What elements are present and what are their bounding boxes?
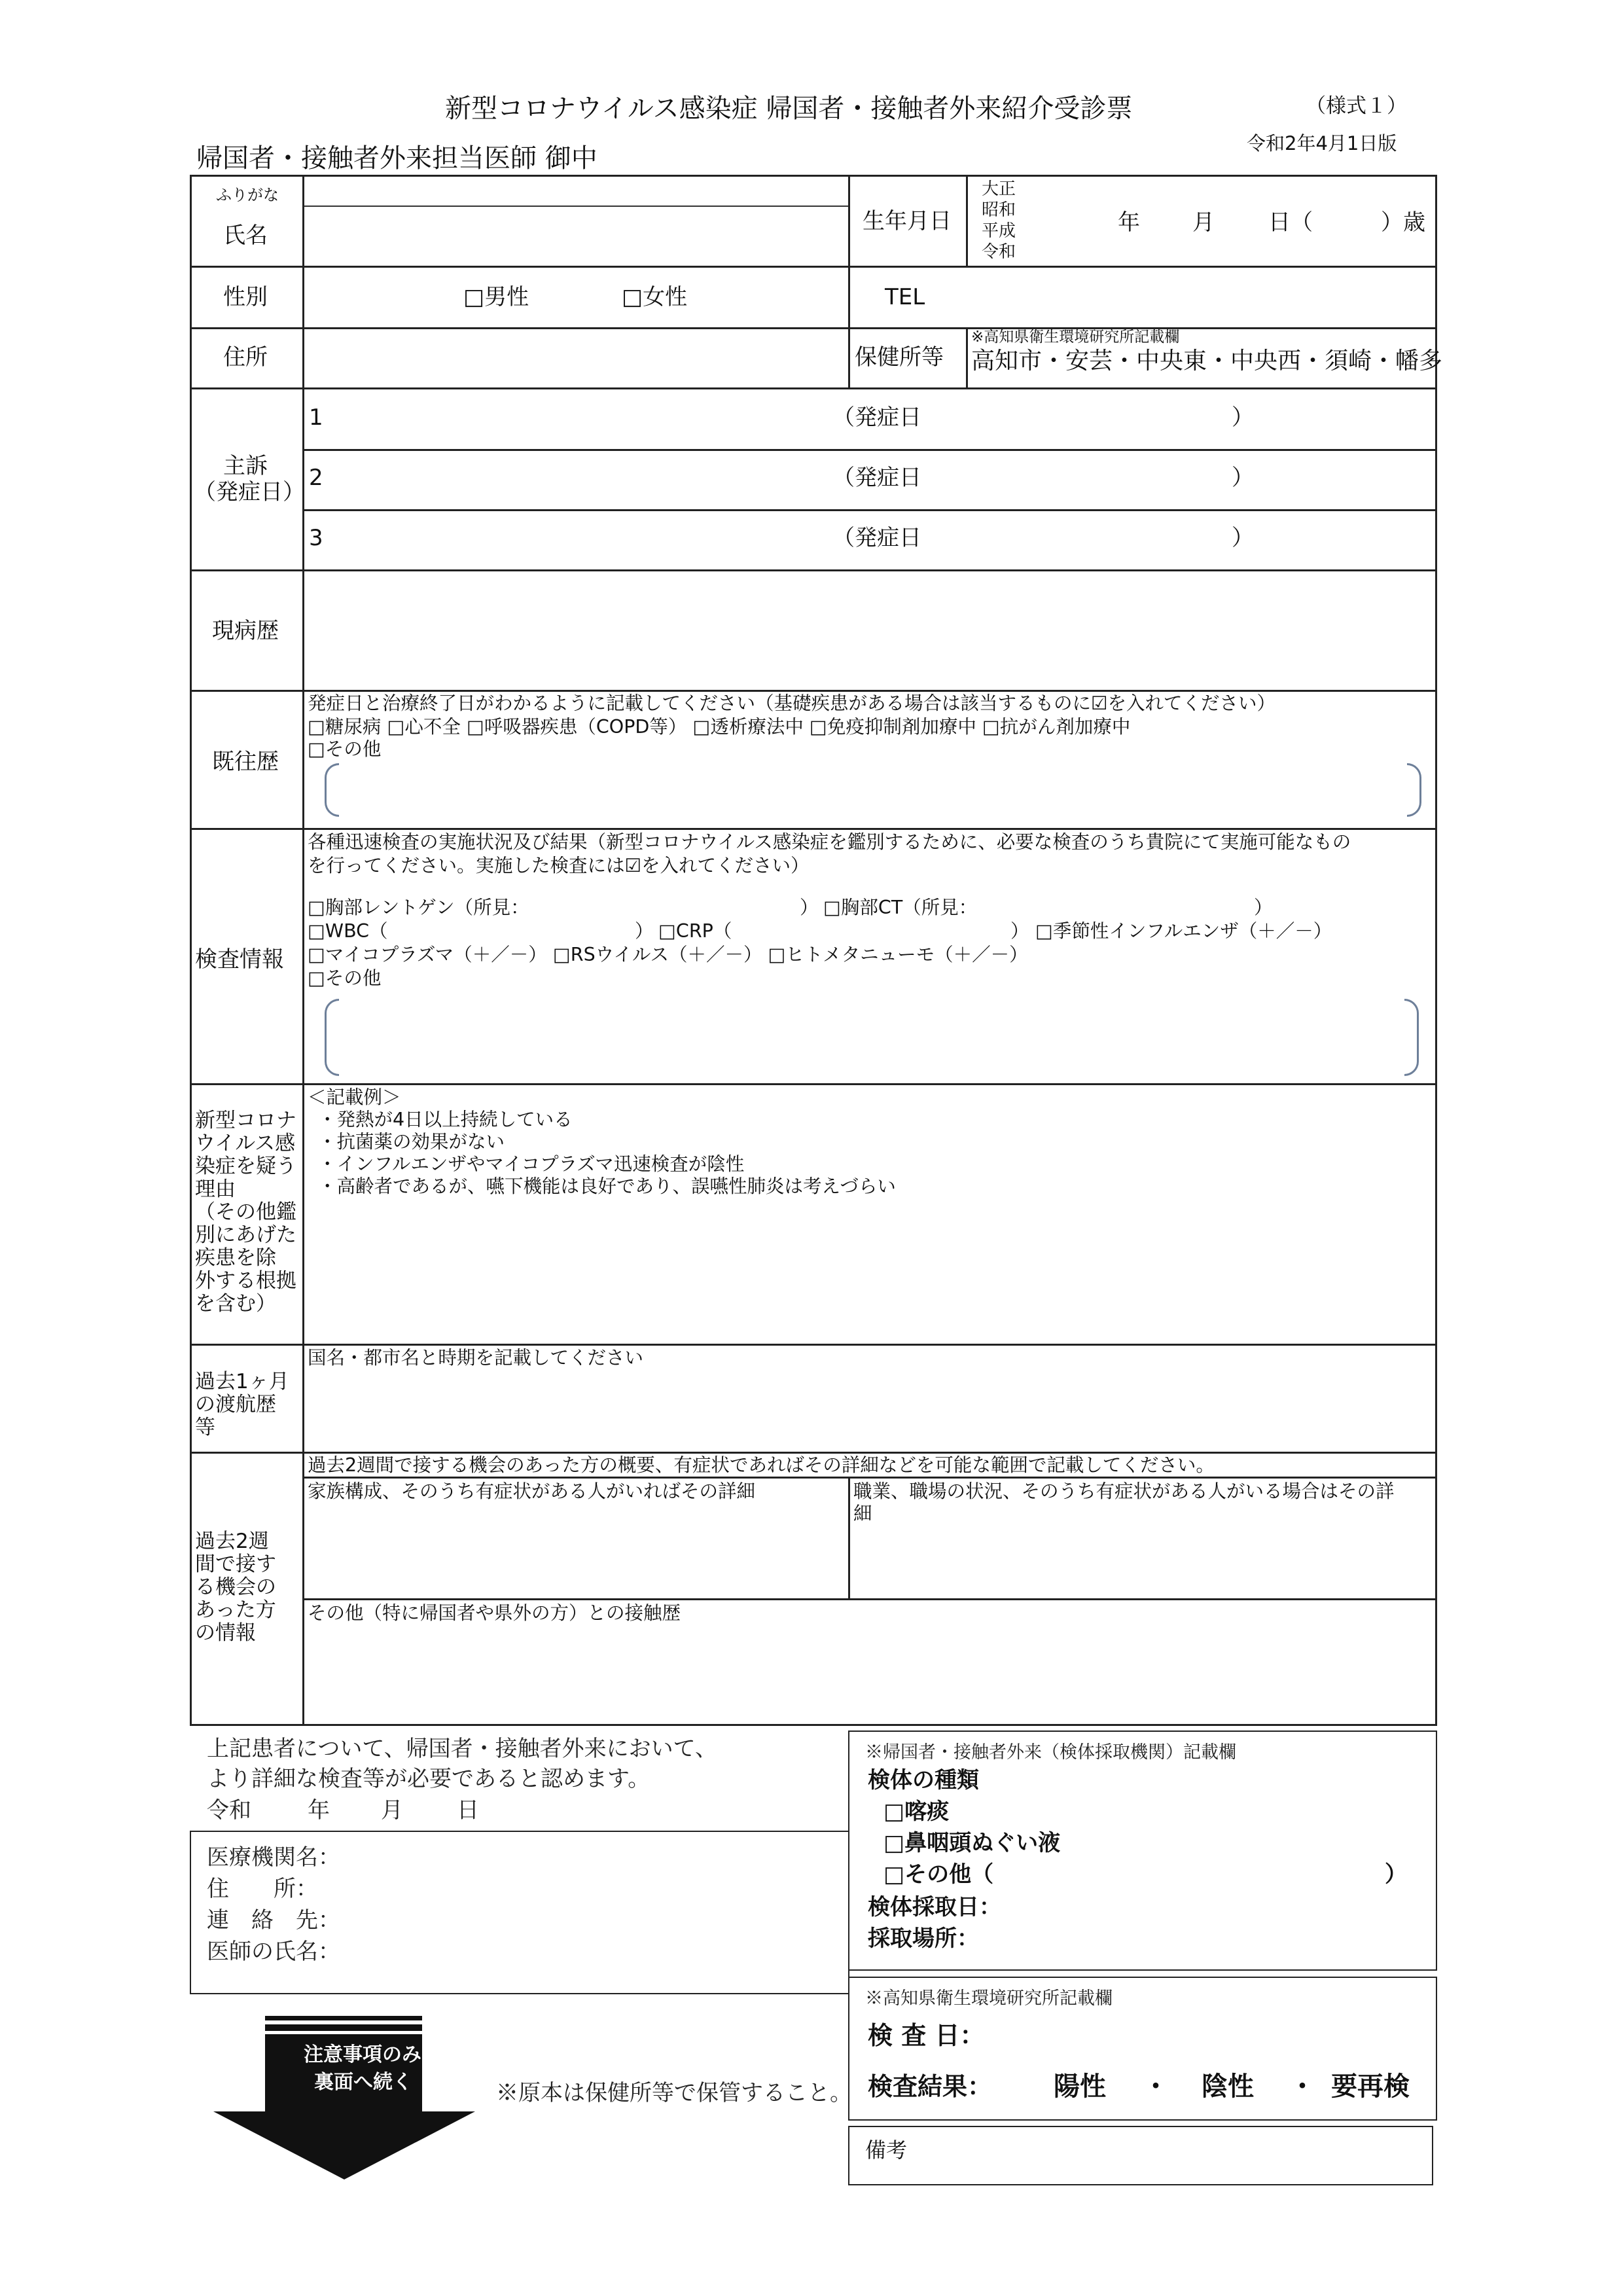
contacts-label-line: 間で接す — [195, 1552, 276, 1576]
xray-checkbox[interactable]: □胸部レントゲン（所見： — [308, 897, 529, 918]
lab-result-label: 検査結果： — [868, 2072, 993, 2101]
reason-label — [195, 1109, 300, 1316]
name-field[interactable] — [308, 209, 843, 262]
complaint-label-onset: （発症日） — [194, 479, 305, 505]
complaint-onset-label: （発症日 — [832, 525, 921, 551]
contacts-label — [195, 1530, 300, 1645]
row-line — [190, 387, 1437, 389]
health-center-note: ※高知県衛生環境研究所記載欄 — [971, 329, 1180, 346]
dob-month-label: 月 — [1192, 209, 1215, 236]
specimen-type-label: 検体の種類 — [868, 1767, 979, 1793]
lab-test-date-label: 検 査 日： — [868, 2021, 985, 2050]
furigana-field[interactable] — [308, 179, 843, 203]
row-line — [190, 266, 1437, 268]
reason-field[interactable] — [308, 1204, 1432, 1339]
institution-address-label: 住 所： — [207, 1876, 318, 1902]
form-title: 新型コロナウイルス感染症 帰国者・接触者外来紹介受診票 — [445, 94, 1133, 124]
form-number: （様式１） — [1306, 94, 1407, 118]
tests-instruction-2: を行ってください。実施した検査には☑を入れてください） — [308, 855, 810, 876]
era-taisho: 大正 — [982, 179, 1016, 199]
institution-fields[interactable] — [353, 1840, 838, 1986]
row-line — [190, 327, 1437, 329]
specimen-note: ※帰国者・接触者外来（検体採取機関）記載欄 — [865, 1742, 1236, 1763]
other-contacts-field[interactable] — [308, 1627, 1432, 1721]
specimen-date-label: 検体採取日： — [868, 1894, 1001, 1920]
complaint-line — [302, 509, 1437, 511]
past-history-other-bracket-left — [325, 763, 339, 817]
reason-label-line: 別にあげた — [195, 1223, 296, 1247]
present-illness-label: 現病歴 — [212, 618, 279, 644]
work-contacts-field[interactable] — [853, 1528, 1432, 1594]
certification-text: 上記患者について、帰国者・接触者外来において、 — [207, 1736, 717, 1762]
travel-instruction: 国名・都市名と時期を記載してください — [308, 1347, 644, 1369]
specimen-place-label: 採取場所： — [868, 1926, 979, 1952]
xray-close: ） — [800, 897, 819, 918]
row-line — [190, 1083, 1437, 1085]
reason-label-line: 外する根拠 — [195, 1269, 296, 1293]
complaint-field[interactable] — [327, 391, 825, 445]
travel-label-line: の渡航歴 — [195, 1393, 276, 1416]
sex-label: 性別 — [223, 284, 268, 310]
label-column-line — [302, 175, 304, 1726]
doctor-name-label: 医師の氏名： — [207, 1939, 340, 1965]
complaint-onset-close: ） — [1232, 404, 1254, 431]
continue-arrow-icon — [213, 2016, 475, 2179]
past-history-options[interactable]: □糖尿病 □心不全 □呼吸器疾患（COPD等） □透析療法中 □免疫抑制剤加療中 □抗がん剤加療中 — [308, 716, 1131, 738]
tel-label: TEL — [885, 284, 925, 310]
work-contacts-label-wrap: 細 — [853, 1503, 872, 1524]
complaint-label: 主訴 — [223, 453, 268, 479]
certification-month: 月 — [381, 1797, 403, 1823]
result-positive-option[interactable]: 陽性 — [1054, 2072, 1106, 2102]
dob-day-label: 日（ — [1268, 209, 1313, 236]
sex-male-checkbox[interactable]: □男性 — [463, 284, 529, 310]
contacts-label-line: る機会の — [195, 1575, 276, 1599]
contacts-label-line: 過去2週 — [195, 1530, 269, 1553]
result-separator: ・ — [1289, 2072, 1315, 2102]
health-center-label: 保健所等 — [855, 344, 944, 370]
present-illness-field[interactable] — [308, 573, 1432, 686]
flu-checkbox[interactable]: □季節性インフルエンザ（＋／－） — [1035, 920, 1332, 942]
complaint-number: 1 — [309, 404, 323, 431]
reason-label-line: 疾患を除 — [195, 1246, 276, 1270]
work-contacts-label: 職業、職場の状況、そのうち有症状がある人がいる場合はその詳 — [853, 1480, 1395, 1502]
row-line — [190, 690, 1437, 692]
complaint-onset-close: ） — [1232, 465, 1254, 491]
family-contacts-label: 家族構成、そのうち有症状がある人がいればその詳細 — [308, 1480, 756, 1502]
patient-mid-line — [966, 327, 968, 387]
tests-other-bracket-left — [325, 999, 339, 1076]
institution-contact-label: 連 絡 先： — [207, 1907, 340, 1933]
complaint-line — [302, 449, 1437, 451]
travel-label-line: 過去1ヶ月 — [195, 1370, 289, 1393]
patient-mid-line — [848, 175, 850, 387]
furigana-line — [302, 206, 848, 207]
ct-checkbox[interactable]: □胸部CT（所見： — [823, 897, 978, 918]
contacts-label-line: あった方 — [195, 1598, 276, 1622]
past-history-other-bracket-right — [1407, 763, 1421, 817]
crp-close: ） — [1010, 920, 1029, 942]
era-heisei: 平成 — [982, 221, 1016, 241]
complaint-number: 2 — [309, 465, 323, 491]
result-negative-option[interactable]: 陰性 — [1202, 2072, 1254, 2102]
result-retest-option[interactable]: 要再検 — [1331, 2072, 1410, 2102]
tests-label: 検査情報 — [195, 946, 284, 973]
tests-other-field[interactable] — [342, 1000, 1402, 1075]
complaint-field[interactable] — [327, 512, 825, 565]
furigana-label: ふりがな — [216, 186, 279, 204]
row-line — [190, 828, 1437, 830]
travel-field[interactable] — [308, 1372, 1432, 1448]
patient-mid-line — [966, 175, 968, 266]
remarks-field[interactable] — [916, 2130, 1427, 2181]
crp-checkbox[interactable]: □CRP（ — [658, 920, 732, 942]
tel-field[interactable] — [969, 268, 1432, 325]
certification-text: より詳細な検査等が必要であると認めます。 — [207, 1766, 651, 1792]
other-contacts-label: その他（特に帰国者や県外の方）との接触歴 — [308, 1602, 681, 1624]
contact-line — [302, 1477, 1437, 1479]
certification-year: 年 — [308, 1797, 330, 1823]
addressee: 帰国者・接触者外来担当医師 御中 — [196, 143, 597, 173]
complaint-number: 3 — [309, 525, 323, 551]
address-field[interactable] — [308, 330, 843, 385]
contacts-label-line: の情報 — [195, 1621, 256, 1645]
era-reiwa: 令和 — [982, 242, 1016, 262]
name-label: 氏名 — [223, 223, 268, 249]
reason-label-line: を含む） — [195, 1292, 276, 1316]
lab-note: ※高知県衛生環境研究所記載欄 — [865, 1988, 1113, 2009]
certification-era: 令和 — [207, 1797, 251, 1823]
complaint-onset-label: （発症日 — [832, 465, 921, 491]
wbc-checkbox[interactable]: □WBC（ — [308, 920, 388, 942]
complaint-onset-label: （発症日 — [832, 404, 921, 431]
ct-close: ） — [1254, 897, 1273, 918]
travel-label — [195, 1371, 300, 1439]
sex-female-checkbox[interactable]: □女性 — [622, 284, 688, 310]
past-history-other[interactable]: □その他 — [308, 738, 382, 760]
reason-example-item: ・発熱が4日以上持続している — [318, 1109, 573, 1130]
specimen-other-close: ） — [1385, 1861, 1407, 1888]
wbc-close: ） — [635, 920, 654, 942]
specimen-other-checkbox[interactable]: □その他（ — [883, 1861, 994, 1888]
reason-example-header: ＜記載例＞ — [308, 1086, 401, 1108]
institution-name-label: 医療機関名： — [207, 1844, 340, 1871]
contacts-instruction: 過去2週間で接する機会のあった方の概要、有症状であればその詳細などを可能な範囲で記載してください。 — [308, 1454, 1215, 1476]
contact-line — [302, 1598, 1437, 1600]
notice-text: 注意事項のみ — [304, 2043, 421, 2066]
contact-mid-line — [848, 1477, 850, 1598]
notice-text: 裏面へ続く — [314, 2071, 412, 2094]
row-line — [190, 1452, 1437, 1454]
reason-label-line: ウイルス感 — [195, 1132, 296, 1155]
form-version: 令和2年4月1日版 — [1247, 132, 1397, 154]
tests-other-bracket-right — [1404, 999, 1419, 1076]
row-line — [190, 569, 1437, 571]
remarks-label: 備考 — [865, 2138, 908, 2162]
sputum-checkbox[interactable]: □喀痰 — [883, 1799, 950, 1825]
row-line — [190, 1344, 1437, 1346]
reason-example-item: ・高齢者であるが、嚥下機能は良好であり、誤嚥性肺炎は考えづらい — [318, 1175, 896, 1197]
rapid-tests-row[interactable]: □マイコプラズマ（＋／－） □RSウイルス（＋／－） □ヒトメタニューモ（＋／－） — [308, 944, 1028, 965]
complaint-onset-close: ） — [1232, 525, 1254, 551]
past-history-other-field[interactable] — [342, 764, 1404, 816]
dob-label: 生年月日 — [863, 208, 952, 234]
certification-day: 日 — [457, 1797, 479, 1823]
past-history-label: 既往歴 — [212, 749, 279, 775]
reason-example-item: ・インフルエンザやマイコプラズマ迅速検査が陰性 — [318, 1153, 745, 1175]
family-contacts-field[interactable] — [308, 1505, 843, 1594]
health-center-options: 高知市・安芸・中央東・中央西・須崎・幡多 — [971, 348, 1443, 374]
tests-other-checkbox[interactable]: □その他 — [308, 967, 382, 989]
past-history-instruction: 発症日と治療終了日がわかるように記載してください（基礎疾患がある場合は該当するものに☑を入れてください） — [308, 692, 1276, 714]
reason-label-line: 新型コロナ — [195, 1109, 296, 1132]
swab-checkbox[interactable]: □鼻咽頭ぬぐい液 — [883, 1830, 1061, 1856]
complaint-field[interactable] — [327, 452, 825, 505]
dob-year-label: 年 — [1118, 209, 1140, 236]
storage-note: ※原本は保健所等で保管すること。 — [496, 2080, 852, 2106]
tests-instruction-1: 各種迅速検査の実施状況及び結果（新型コロナウイルス感染症を鑑別するために、必要な検査のうち貴院にて実施可能なもの — [308, 831, 1351, 853]
era-showa: 昭和 — [982, 200, 1016, 220]
result-separator: ・ — [1143, 2072, 1169, 2102]
dob-age-label: ）歳 — [1381, 209, 1425, 236]
reason-label-line: （その他鑑 — [195, 1200, 296, 1224]
address-label: 住所 — [223, 344, 268, 370]
travel-label-line: 等 — [195, 1416, 215, 1439]
reason-label-line: 染症を疑う — [195, 1155, 296, 1178]
reason-example-item: ・抗菌薬の効果がない — [318, 1131, 505, 1153]
reason-label-line: 理由 — [195, 1177, 236, 1201]
